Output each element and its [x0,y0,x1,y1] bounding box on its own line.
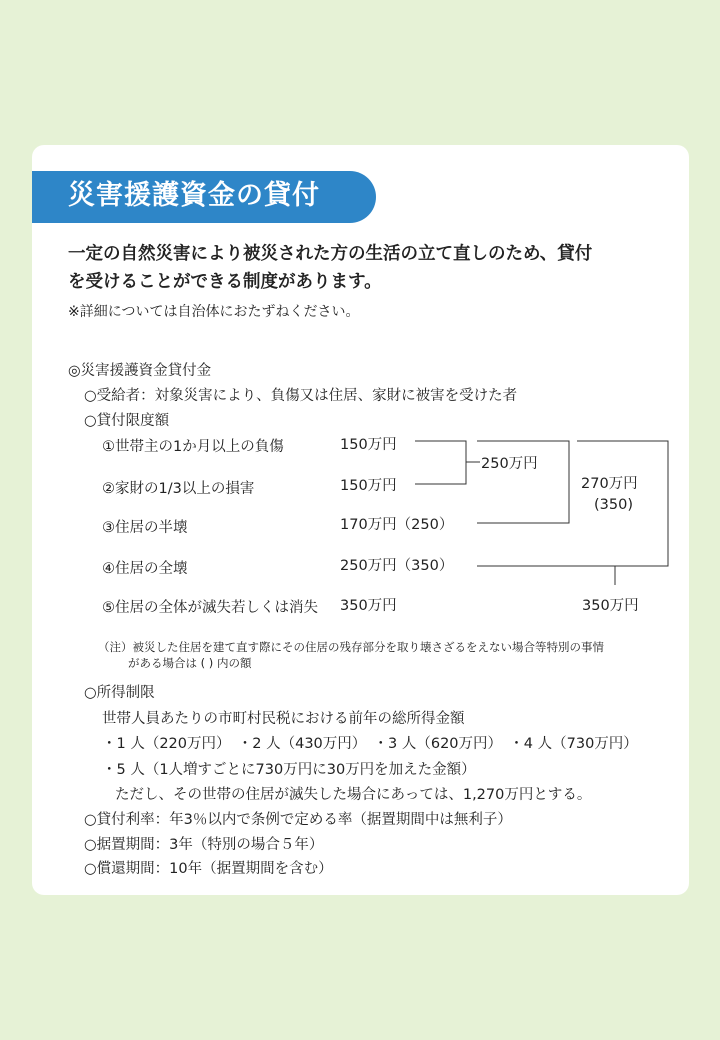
combined-amount-1-2: 250万円 [481,456,538,472]
limit-heading: ○貸付限度額 [84,413,170,429]
limit-item-label: ③住居の半壊 [102,520,188,536]
combined-amount-all: 270万円 [581,476,638,492]
intro-line-2: を受けることができる制度があります。 [68,272,382,292]
interest-text: ○貸付利率：年3％以内で条例で定める率（据置期間中は無利子） [84,812,512,828]
limit-item-label: ②家財の1/3以上の損害 [102,481,255,497]
limit-item-amount: 250万円（350） [340,558,454,574]
recipient-text: ○受給者：対象災害により、負傷又は住居、家財に被害を受けた者 [84,388,518,404]
intro-note: ※詳細については自治体におたずねください。 [68,304,360,320]
limit-note-line-2: がある場合は ( ) 内の額 [128,656,252,670]
section-heading: ◎災害援護資金貸付金 [68,363,212,379]
combined-amount-5: 350万円 [582,598,639,614]
income-row-2: ・5 人（1人増すごとに730万円に30万円を加えた金額） [102,762,476,778]
limit-item-label: ④住居の全壊 [102,561,188,577]
limit-item-amount: 150万円 [340,437,397,453]
limit-item-amount: 350万円 [340,598,397,614]
limit-item-label: ⑤住居の全体が滅失若しくは消失 [102,600,318,616]
bracket-items-1-2 [415,441,466,484]
income-row-3: ただし、その世帯の住居が滅失した場合にあっては、1,270万円とする。 [115,787,592,803]
income-heading: ○所得制限 [84,685,155,701]
limit-item-label: ①世帯主の1か月以上の負傷 [102,439,284,455]
income-description: 世帯人員あたりの市町村民税における前年の総所得金額 [102,711,465,727]
intro-line-1: 一定の自然災害により被災された方の生活の立て直しのため、貸付 [68,244,593,264]
combined-amount-all-parenthetical: (350) [594,497,633,513]
grace-period-text: ○据置期間：3年（特別の場合５年） [84,837,324,853]
repayment-period-text: ○償還期間：10年（据置期間を含む） [84,861,333,877]
limit-item-amount: 150万円 [340,478,397,494]
limit-item-amount: 170万円（250） [340,517,454,533]
limit-note-line-1: （注）被災した住居を建て直す際にその住居の残存部分を取り壊さざるをえない場合等特別の事情 [98,640,604,654]
page-title: 災害援護資金の貸付 [68,180,320,211]
income-row-1: ・1 人（220万円） ・2 人（430万円） ・3 人（620万円） ・4 人（730万円） [102,736,638,752]
